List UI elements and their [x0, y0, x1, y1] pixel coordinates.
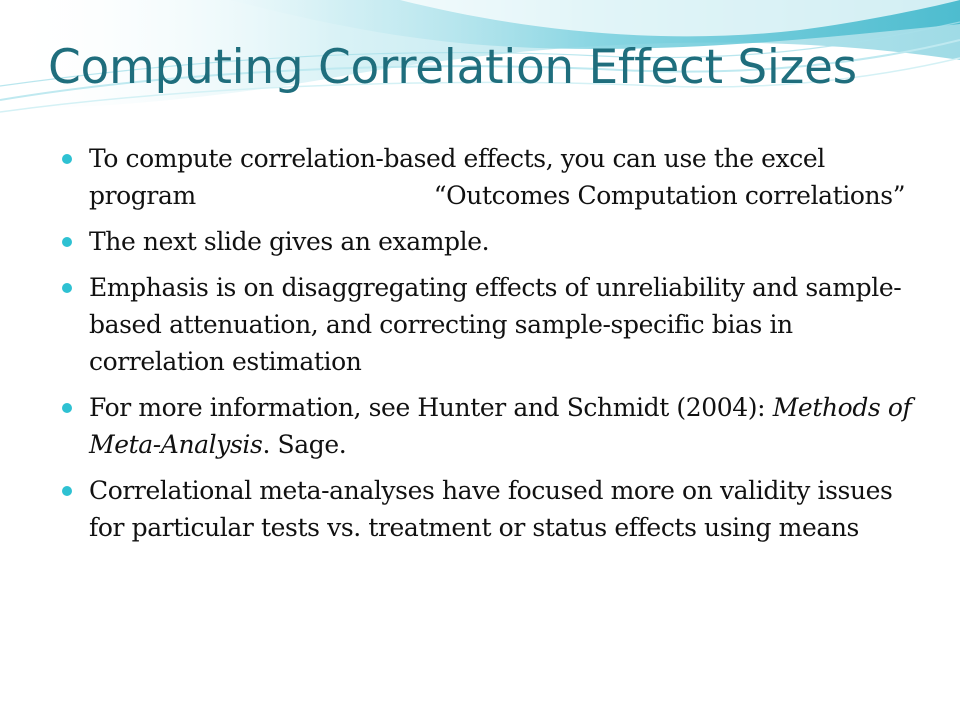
bullet-text: The next slide gives an example.	[89, 227, 490, 256]
bullet-dot-icon	[62, 403, 72, 413]
bullet-dot-icon	[62, 486, 72, 496]
bullet-list	[62, 140, 922, 555]
bullet-text: To compute correlation-based effects, you can use the excel program	[89, 144, 825, 210]
bullet-text: For more information, see Hunter and Schmidt (2004):	[89, 393, 766, 422]
bullet-dot-icon	[62, 237, 72, 247]
bullet-outcomes-program	[62, 140, 922, 214]
bullet-more-information	[62, 389, 922, 463]
book-title: Methods of Meta-Analysis	[89, 393, 912, 459]
bullet-text-program-name: “Outcomes Computation correlations”	[433, 181, 906, 210]
bullet-text: Emphasis is on disaggregating effects of unreliability and sample-based attenuation, and correcting sample-specific bias in correlation estimation	[89, 273, 902, 376]
bullet-correlational-meta-analyses	[62, 472, 922, 546]
slide-title: Computing Correlation Effect Sizes	[48, 40, 857, 95]
bullet-next-slide	[62, 223, 922, 260]
bullet-text: Correlational meta-analyses have focused more on validity issues for particular tests vs. treatment or status effects using means	[89, 476, 893, 542]
bullet-emphasis	[62, 269, 922, 380]
bullet-text-publisher: . Sage.	[262, 430, 347, 459]
bullet-dot-icon	[62, 154, 72, 164]
bullet-dot-icon	[62, 283, 72, 293]
